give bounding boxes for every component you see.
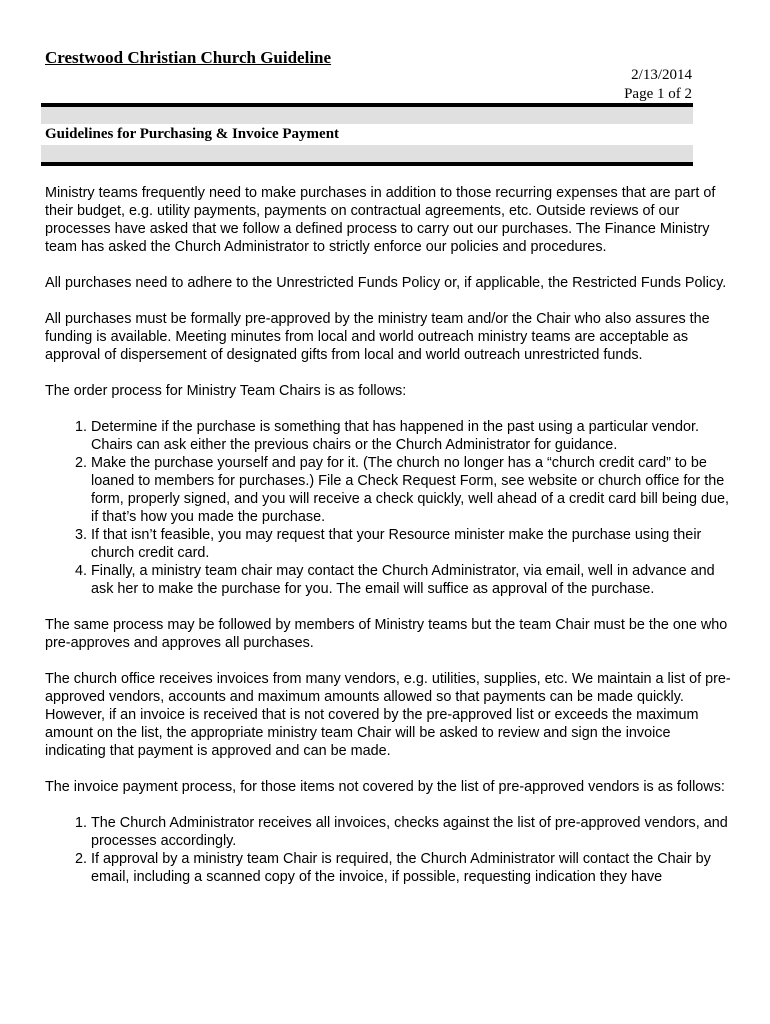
document-body bbox=[45, 184, 735, 886]
order-process-list bbox=[45, 418, 735, 598]
list-item: 1. The Church Administrator receives all invoices, checks against the list of pre-approved vendors, and processes accordingly. bbox=[91, 814, 735, 850]
bottom-rule bbox=[41, 162, 693, 166]
invoice-process-list bbox=[45, 814, 735, 886]
paragraph-funds-policy: All purchases need to adhere to the Unrestricted Funds Policy or, if applicable, the Restricted Funds Policy. bbox=[45, 275, 727, 291]
document-title: Crestwood Christian Church Guideline bbox=[45, 48, 332, 67]
document-date: 2/13/2014 bbox=[631, 67, 692, 83]
list-item: 3. If that isn’t feasible, you may request that your Resource minister make the purchase using their church credit card. bbox=[91, 526, 735, 562]
header-band-top bbox=[41, 107, 693, 124]
paragraph-intro: Ministry teams frequently need to make purchases in addition to those recurring expenses that are part of their budget, e.g. utility payments, payments on contractual agreements, etc. Outside reviews of our processes have asked that we follow a defined process to carry out our purchases. The Finance Ministry team has asked the Church Administrator to strictly enforce our policies and procedures. bbox=[45, 185, 716, 255]
paragraph-pre-approval: All purchases must be formally pre-approved by the ministry team and/or the Chair who also assures the funding is available. Meeting minutes from local and world outreach ministry teams are acceptable as approval of dispersement of designated gifts from local and world outreach unrestricted funds. bbox=[45, 311, 710, 363]
list-item: 2. If approval by a ministry team Chair is required, the Church Administrator will contact the Chair by email, including a scanned copy of the invoice, if possible, requesting indication they have bbox=[91, 850, 735, 886]
paragraph-invoice-process-intro: The invoice payment process, for those items not covered by the list of pre-approved vendors is as follows: bbox=[45, 779, 725, 795]
list-item: 4. Finally, a ministry team chair may contact the Church Administrator, via email, well in advance and ask her to make the purchase for you. The email will suffice as approval of the purchase. bbox=[91, 562, 735, 598]
list-item: 2. Make the purchase yourself and pay for it. (The church no longer has a “church credit card” to be loaned to members for purchases.) File a Check Request Form, see website or church office for the form, properly signed, and you will receive a check quickly, well ahead of a credit card bill being due, if that’s how you made the purchase. bbox=[91, 454, 735, 526]
list-item: 1. Determine if the purchase is something that has happened in the past using a particular vendor. Chairs can ask either the previous chairs or the Church Administrator for guidance. bbox=[91, 418, 735, 454]
header-band-bottom bbox=[41, 145, 693, 162]
page-number: Page 1 of 2 bbox=[624, 86, 692, 102]
document-meta bbox=[624, 66, 692, 104]
paragraph-invoices: The church office receives invoices from many vendors, e.g. utilities, supplies, etc. We maintain a list of pre-approved vendors, accounts and maximum amounts allowed so that payments can be made quickly. However, if an invoice is received that is not covered by the pre-approved list or exceeds the maximum amount on the list, the appropriate ministry team Chair will be asked to review and sign the invoice indicating that payment is approved and can be made. bbox=[45, 671, 731, 759]
paragraph-team-members: The same process may be followed by members of Ministry teams but the team Chair must be the one who pre-approves and approves all purchases. bbox=[45, 617, 728, 651]
paragraph-order-process-intro: The order process for Ministry Team Chairs is as follows: bbox=[45, 383, 407, 399]
section-subtitle: Guidelines for Purchasing & Invoice Payment bbox=[45, 126, 340, 142]
